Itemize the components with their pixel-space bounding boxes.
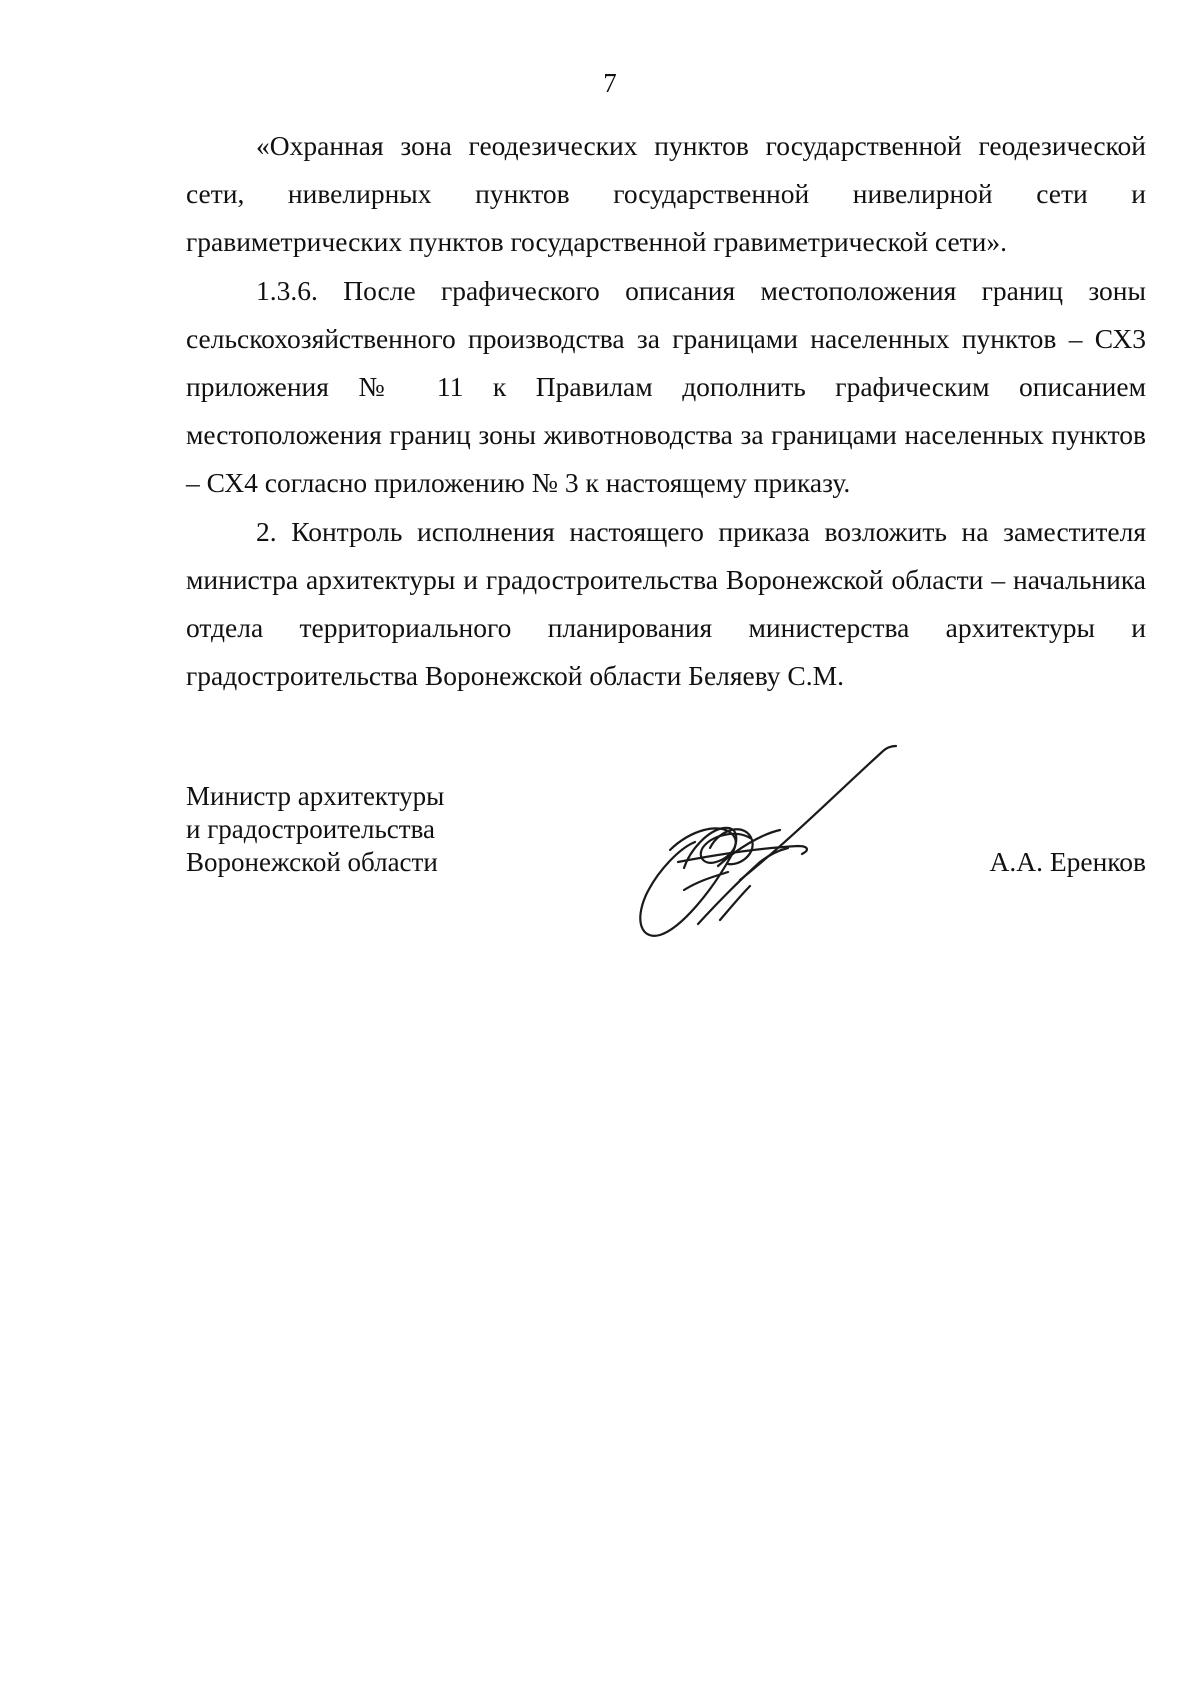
handwritten-signature <box>620 730 960 960</box>
paragraph-protection-zone-quote: «Охранная зона геодезических пунктов государственной геодезической сети, нивелирных пунктов государственной нивелирной сети и гравиметрических пунктов государственной гравиметрической сети». <box>186 130 1146 258</box>
signer-name: А.А. Еренков <box>989 846 1146 877</box>
signatory-position-line-3: Воронежской области <box>186 847 438 877</box>
signatory-position <box>186 780 444 879</box>
page-number: 7 <box>603 68 617 98</box>
paragraph-2-control: 2. Контроль исполнения настоящего приказа возложить на заместителя министра архитектуры и градостроительства Воронежской области – начальника отдела территориального планирования министерства архитектуры и градостроительства Воронежской области Беляеву С.М. <box>186 515 1146 692</box>
signatory-position-line-1: Министр архитектуры <box>186 781 445 811</box>
paragraph-1-3-6: 1.3.6. После графического описания местоположения границ зоны сельскохозяйственного производства за границами населенных пунктов – СХ3 приложения № 11 к Правилам дополнить графическим описанием местоположения границ зоны животноводства за границами населенных пунктов – СХ4 согласно приложению № 3 к настоящему приказу. <box>186 274 1146 499</box>
signatory-position-line-2: и градостроительства <box>186 814 435 844</box>
document-body <box>186 122 1146 700</box>
